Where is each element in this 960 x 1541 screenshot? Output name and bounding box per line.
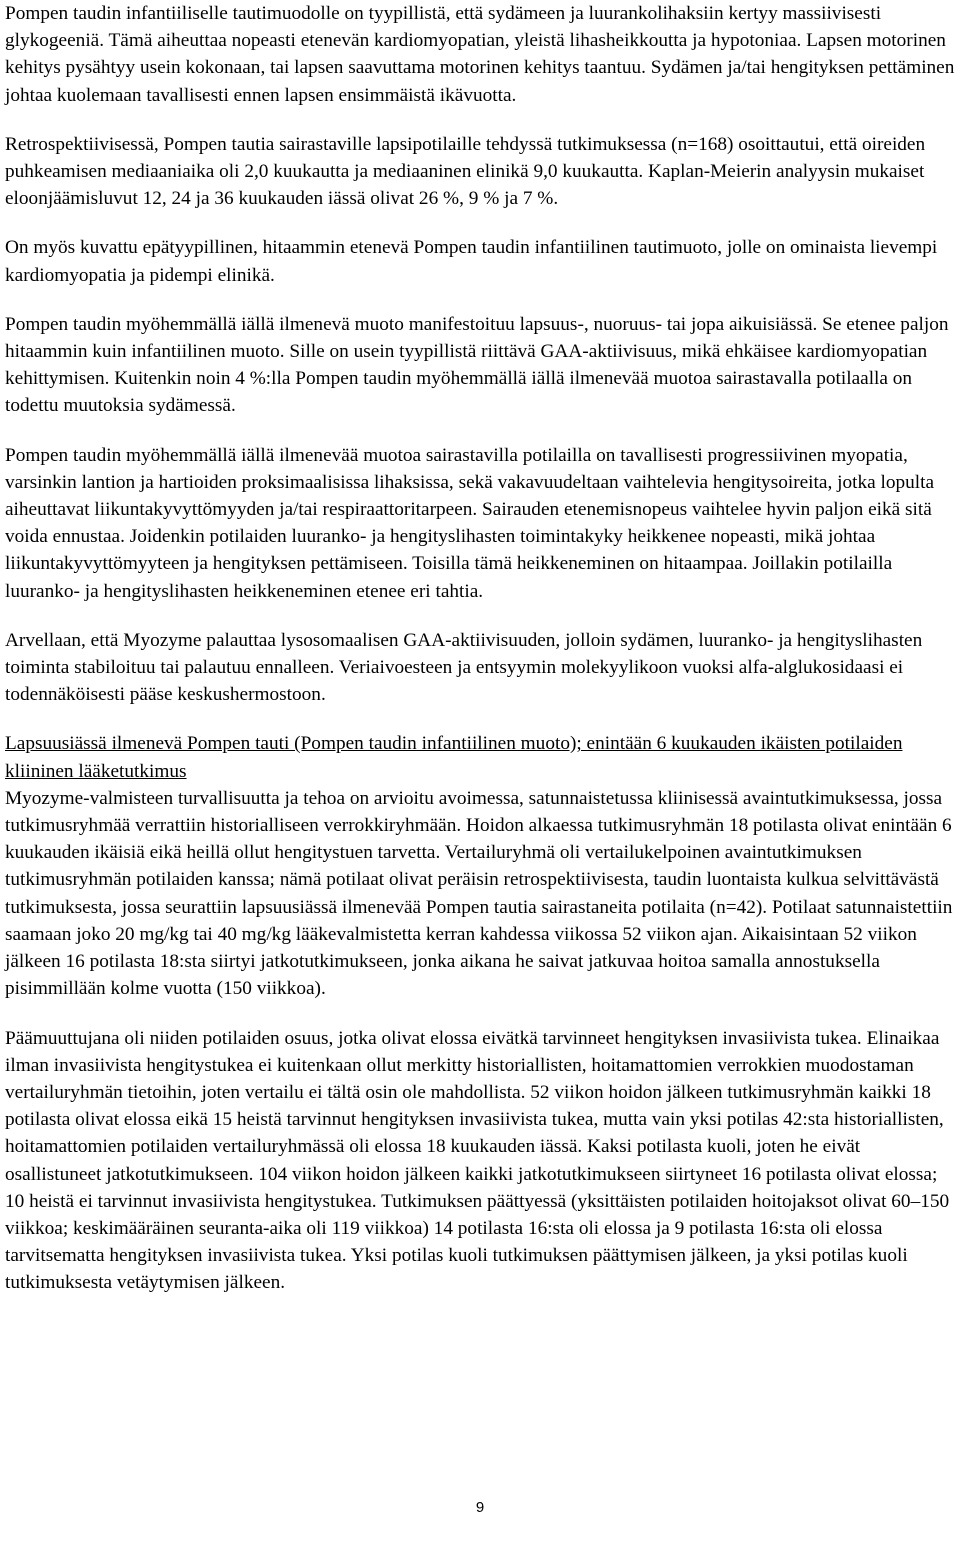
paragraph-atypical-form: On myös kuvattu epätyypillinen, hitaammin etenevä Pompen taudin infantiilinen tautimuoto, jolle on ominaista lievempi kardiomyopatia ja pidempi elinikä.	[5, 237, 938, 286]
section-heading-text: Lapsuusiässä ilmenevä Pompen tauti (Pompen taudin infantiilinen muoto); enintään 6 kuukauden ikäisten potilaiden kliininen lääketutkimus	[5, 733, 903, 782]
paragraph-primary-endpoint: Päämuuttujana oli niiden potilaiden osuus, jotka olivat elossa eivätkä tarvinneet hengityksen invasiivista tukea. Elinaikaa ilman invasiivista hengitystukea ei kuitenkaan ollut merkitty historiallisten, hoitamattomien verrokkien muodostaman vertailuryhmän tietoihin, joten vertailu ei tältä osin ole mahdollista. 52 viikon hoidon jälkeen tutkimusryhmän kaikki 18 potilasta olivat elossa eikä 15 heistä tarvinnut hengityksen invasiivista tukea, mutta vain yksi potilas 42:sta historiallisten, hoitamattomien potilaiden vertailuryhmässä oli elossa 18 kuukauden iässä. Kaksi potilasta kuoli, joten he eivät osallistuneet jatkotutkimukseen. 104 viikon hoidon jälkeen kaikki jatkotutkimukseen siirtyneet 16 potilasta olivat elossa; 10 heistä ei tarvinnut invasiivista hengitystukea. Tutkimuksen päättyessä (yksittäisten potilaiden hoitojaksot olivat 60–150 viikkoa; keskimääräinen seuranta-aika oli 119 viikkoa) 14 potilasta 16:sta oli elossa ja 9 potilasta 16:sta oli elossa tarvitsematta hengityksen invasiivista tukea. Yksi potilas kuoli tutkimuksen päättymisen jälkeen, ja yksi potilas kuoli tutkimuksesta vetäytymisen jälkeen.	[5, 1027, 950, 1294]
paragraph-clinical-trial: Myozyme-valmisteen turvallisuutta ja tehoa on arvioitu avoimessa, satunnaistetussa kliinisessä avaintutkimuksessa, jossa tutkimusryhmää verrattiin historialliseen verrokkiryhmään. Hoidon alkaessa tutkimusryhmän 18 potilasta olivat enintään 6 kuukauden ikäisiä eikä heillä ollut hengitystuen tarvetta. Vertailuryhmä oli vertailukelpoinen avaintutkimuksen tutkimusryhmän potilaiden kanssa; nämä potilaat olivat peräisin retrospektiivisesta, taudin luontaista kulkua selvittävästä tutkimuksesta, jossa seurattiin lapsuusiässä ilmenevää Pompen tautia sairastaneita potilaita (n=42). Potilaat satunnaistettiin saamaan joko 20 mg/kg tai 40 mg/kg lääkevalmistetta kerran kahdessa viikossa 52 viikon ajan. Aikaisintaan 52 viikon jälkeen 16 potilasta 18:sta siirtyi jatkotutkimukseen, jonka aikana he saivat jatkuvaa hoitoa samalla annostuksella pisimmillään kolme vuotta (150 viikkoa).	[5, 787, 953, 1000]
page-number: 9	[475, 1499, 485, 1516]
document-page	[5, 0, 957, 1319]
section-heading	[5, 730, 957, 784]
paragraph-late-onset: Pompen taudin myöhemmällä iällä ilmenevä muoto manifestoituu lapsuus-, nuoruus- tai jopa aikuisiässä. Se etenee paljon hitaammin kuin infantiilinen muoto. Sille on usein tyypillistä riittävä GAA-aktiivisuus, mikä ehkäisee kardiomyopatian kehittymisen. Kuitenkin noin 4 %:lla Pompen taudin myöhemmällä iällä ilmenevää muotoa sairastavalla potilaalla on todettu muutoksia sydämessä.	[5, 313, 949, 417]
paragraph-late-onset-myopathy: Pompen taudin myöhemmällä iällä ilmenevää muotoa sairastavilla potilailla on tavallisesti progressiivinen myopatia, varsinkin lantion ja hartioiden proksimaalisissa lihaksissa, sekä vakavuudeltaan vaihtelevia hengitysoireita, jotka lopulta aiheuttavat liikuntakyvyttömyyden ja/tai respiraattoritarpeen. Sairauden etenemisnopeus vaihtelee hyvin paljon eikä sitä voida ennustaa. Joidenkin potilaiden luuranko- ja hengityslihasten toimintakyky heikkenee nopeasti, mikä johtaa liikuntakyvyttömyyteen ja hengityksen pettämiseen. Toisilla tämä heikkeneminen on hitaampaa. Joillakin potilailla luuranko- ja hengityslihasten heikkeneminen etenee eri tahtia.	[5, 444, 935, 602]
paragraph-infantile-onset: Pompen taudin infantiiliselle tautimuodolle on tyypillistä, että sydämeen ja luurankolihaksiin kertyy massiivisesti glykogeeniä. Tämä aiheuttaa nopeasti etenevän kardiomyopatian, yleistä lihasheikkoutta ja hypotoniaa. Lapsen motorinen kehitys pysähtyy usein kokonaan, tai lapsen saavuttama motorinen kehitys taantuu. Sydämen ja/tai hengityksen pettäminen johtaa kuolemaan tavallisesti ennen lapsen ensimmäistä ikävuotta.	[5, 3, 955, 106]
paragraph-retrospective-study: Retrospektiivisessä, Pompen tautia sairastaville lapsipotilaille tehdyssä tutkimuksessa (n=168) osoittautui, että oireiden puhkeamisen mediaaniaika oli 2,0 kuukautta ja mediaaninen elinikä 9,0 kuukautta. Kaplan-Meierin analyysin mukaiset eloonjäämisluvut 12, 24 ja 36 kuukauden iässä olivat 26 %, 9 % ja 7 %.	[5, 133, 926, 210]
paragraph-myozyme-mechanism: Arvellaan, että Myozyme palauttaa lysosomaalisen GAA-aktiivisuuden, jolloin sydämen, luuranko- ja hengityslihasten toiminta stabiloituu tai palautuu ennalleen. Veriaivoesteen ja entsyymin molekyylikoon vuoksi alfa-alglukosidaasi ei todennäköisesti pääse keskushermostoon.	[5, 629, 923, 706]
